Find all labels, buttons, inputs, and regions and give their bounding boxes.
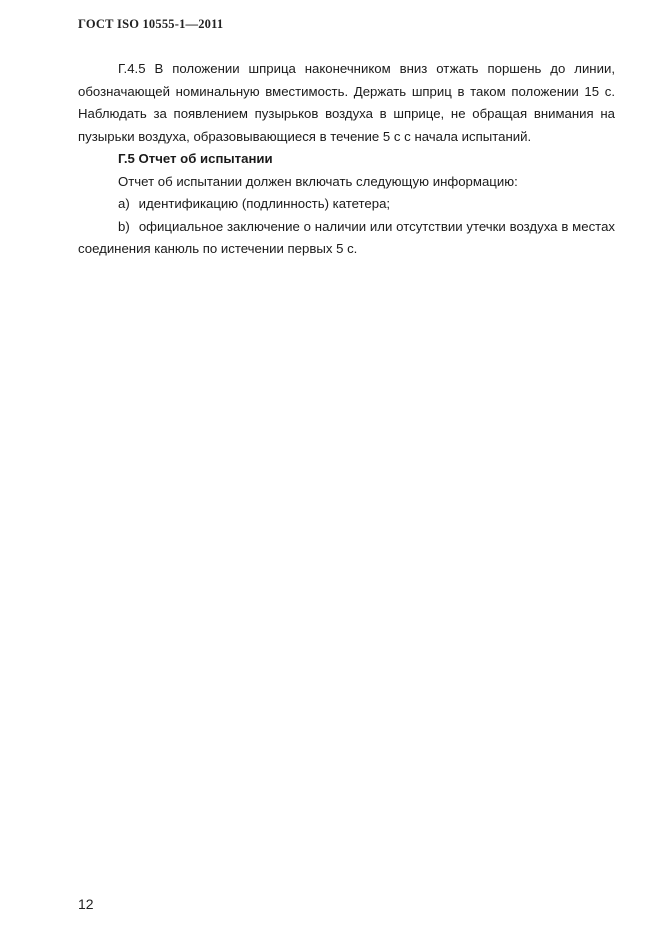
list-item-b <box>78 216 615 261</box>
page-number: 12 <box>78 896 94 912</box>
list-item-b-marker: b) <box>118 218 130 234</box>
list-item-a <box>78 193 615 216</box>
document-body <box>78 58 615 261</box>
paragraph-g45-text: В положении шприца наконечником вниз отжать поршень до линии, обозначающей номинальную вместимость. Держать шприц в таком положении 15 с. Наблюдать за появлением пузырьков воздуха в шприце, не обращая внимания на пузырьки воздуха, образовывающиеся в течение 5 с с начала испытаний. <box>78 61 615 144</box>
section-heading-g5: Г.5 Отчет об испытании <box>118 151 273 166</box>
paragraph-g45 <box>78 58 615 148</box>
paragraph-g5-intro: Отчет об испытании должен включать следующую информацию: <box>118 173 518 189</box>
list-item-a-text: идентификацию (подлинность) катетера; <box>138 196 391 211</box>
document-header: ГОСТ ISO 10555-1—2011 <box>78 17 224 31</box>
list-item-a-marker: a) <box>118 196 130 211</box>
paragraph-g45-number: Г.4.5 <box>118 61 146 76</box>
list-item-b-text: официальное заключение о наличии или отсутствии утечки воздуха в местах соединения канюль по истечении первых 5 с. <box>78 218 615 256</box>
